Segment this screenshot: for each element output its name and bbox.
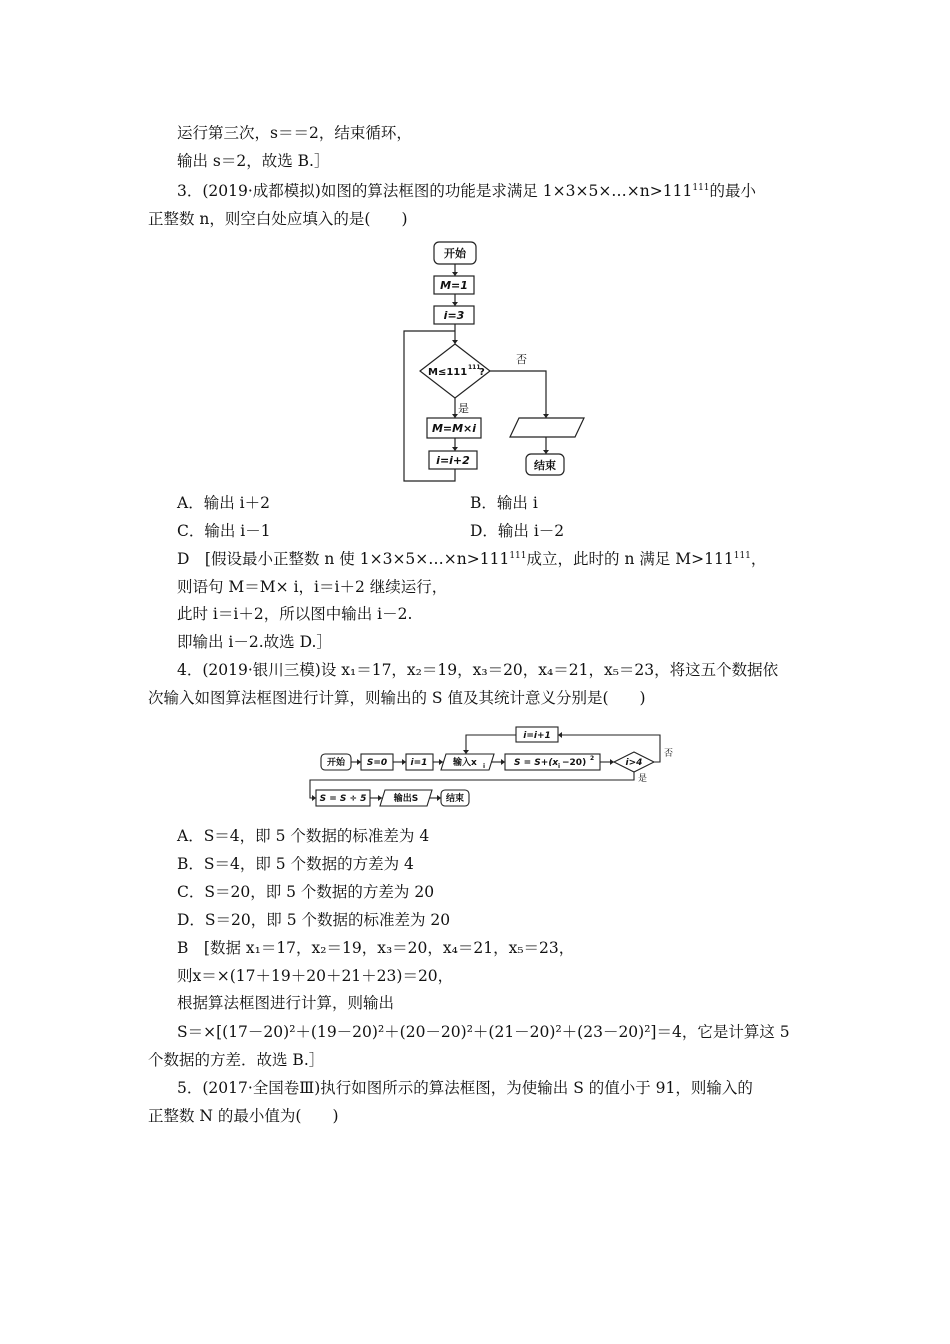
question-3-cont: 正整数 n，则空白处应填入的是( ) xyxy=(148,210,408,228)
answer-4-line3: 根据算法框图进行计算，则输出 xyxy=(177,994,395,1012)
answer-3-line4: 即输出 i－2.故选 D.］ xyxy=(177,633,332,651)
condition-diamond xyxy=(420,344,490,398)
multiply-box xyxy=(427,418,481,438)
init-m-box xyxy=(434,276,474,294)
text-line: 输出 s＝2，故选 B.］ xyxy=(177,152,330,170)
answer-3-text: D [假设最小正整数 n 使 1×3×5×…×n>111 xyxy=(177,550,510,568)
output-parallelogram xyxy=(510,418,584,437)
increment-box xyxy=(516,727,558,742)
condition-diamond xyxy=(614,752,654,772)
answer-3-mid: 成立，此时的 n 满足 M>111 xyxy=(526,550,734,568)
output-label: 输出S xyxy=(393,794,419,804)
input-parallelogram xyxy=(441,754,494,770)
s0-box xyxy=(361,754,393,770)
text-line: 运行第三次，s＝＝2，结束循环， xyxy=(177,124,412,142)
increment-label: i=i+2 xyxy=(436,454,470,467)
end-box xyxy=(526,454,564,475)
accumulate-tail: −20) xyxy=(562,758,587,768)
start-box xyxy=(434,242,476,264)
condition-label: M≤111 xyxy=(428,367,468,378)
yes-label: 是 xyxy=(458,402,469,415)
question-4-cont: 次输入如图算法框图进行计算，则输出的 S 值及其统计意义分别是( ) xyxy=(148,689,646,707)
condition-sup: 111 xyxy=(468,364,481,371)
answer-4-line5: 个数据的方差．故选 B.］ xyxy=(148,1051,325,1069)
option-3d: D．输出 i－2 xyxy=(470,522,565,540)
condition-label: i>4 xyxy=(625,758,643,768)
answer-4: B [数据 x₁＝17，x₂＝19，x₃＝20，x₄＝21，x₅＝23， xyxy=(177,939,575,957)
no-label: 否 xyxy=(516,353,527,366)
divide-label: S = S ÷ 5 xyxy=(319,794,367,804)
divide-box xyxy=(316,790,370,806)
i1-box xyxy=(406,754,433,770)
increment-box xyxy=(429,451,477,469)
answer-3-line2: 则语句 M＝M× i，i＝i＋2 继续运行， xyxy=(177,578,448,596)
answer-4-line4: S＝×[(17－20)²＋(19－20)²＋(20－20)²＋(21－20)²＋(23－20)²]＝4，它是计算这 5 xyxy=(177,1023,790,1041)
question-3 xyxy=(177,180,756,202)
question-4: 4．(2019·银川三模)设 x₁＝17，x₂＝19，x₃＝20，x₄＝21，x₅＝23，将这五个数据依 xyxy=(177,661,779,679)
increment-label: i=i+1 xyxy=(523,731,551,741)
accumulate-sub: i xyxy=(558,763,561,770)
i1-label: i=1 xyxy=(410,758,428,768)
option-4b: B．S＝4，即 5 个数据的方差为 4 xyxy=(177,855,414,873)
superscript: 111 xyxy=(509,551,527,561)
option-3b: B．输出 i xyxy=(470,494,538,512)
init-m-label: M=1 xyxy=(440,279,468,292)
end-box xyxy=(441,790,469,806)
yes-label: 是 xyxy=(638,774,648,784)
init-i-label: i=3 xyxy=(443,309,465,322)
accumulate-box xyxy=(505,754,600,770)
question-3-text: 3．(2019·成都模拟)如图的算法框图的功能是求满足 1×3×5×…×n>111 xyxy=(177,182,693,200)
output-parallelogram xyxy=(380,790,432,806)
question-3-tail: 的最小 xyxy=(709,182,757,200)
accumulate-sup: 2 xyxy=(590,755,595,762)
s0-label: S=0 xyxy=(366,758,388,768)
start-label: 开始 xyxy=(326,758,346,768)
option-3c: C．输出 i－1 xyxy=(177,522,271,540)
start-box xyxy=(321,754,351,770)
answer-3-line3: 此时 i＝i＋2，所以图中输出 i－2. xyxy=(177,605,413,623)
question-5: 5．(2017·全国卷Ⅲ)执行如图所示的算法框图，为使输出 S 的值小于 91，则输入的 xyxy=(177,1079,753,1097)
condition-question: ? xyxy=(479,367,485,378)
answer-3-tail: ， xyxy=(750,550,767,568)
multiply-label: M=M×i xyxy=(431,422,477,435)
start-label: 开始 xyxy=(444,247,466,260)
option-4d: D．S＝20，即 5 个数据的标准差为 20 xyxy=(177,911,451,929)
option-4c: C．S＝20，即 5 个数据的方差为 20 xyxy=(177,883,435,901)
no-label: 否 xyxy=(664,749,674,759)
init-i-box xyxy=(434,306,474,324)
input-label: 输入x xyxy=(453,758,477,768)
answer-3 xyxy=(177,548,766,570)
superscript: 111 xyxy=(692,183,710,193)
option-4a: A．S＝4，即 5 个数据的标准差为 4 xyxy=(177,827,430,845)
input-sub: i xyxy=(483,763,486,770)
option-3a: A．输出 i＋2 xyxy=(177,494,270,512)
end-label: 结束 xyxy=(534,459,556,472)
superscript: 111 xyxy=(733,551,751,561)
answer-4-line2: 则x＝×(17＋19＋20＋21＋23)＝20， xyxy=(177,967,454,985)
end-label: 结束 xyxy=(445,794,465,804)
question-5-cont: 正整数 N 的最小值为( ) xyxy=(148,1107,339,1125)
accumulate-label: S = S+(x xyxy=(514,758,559,768)
